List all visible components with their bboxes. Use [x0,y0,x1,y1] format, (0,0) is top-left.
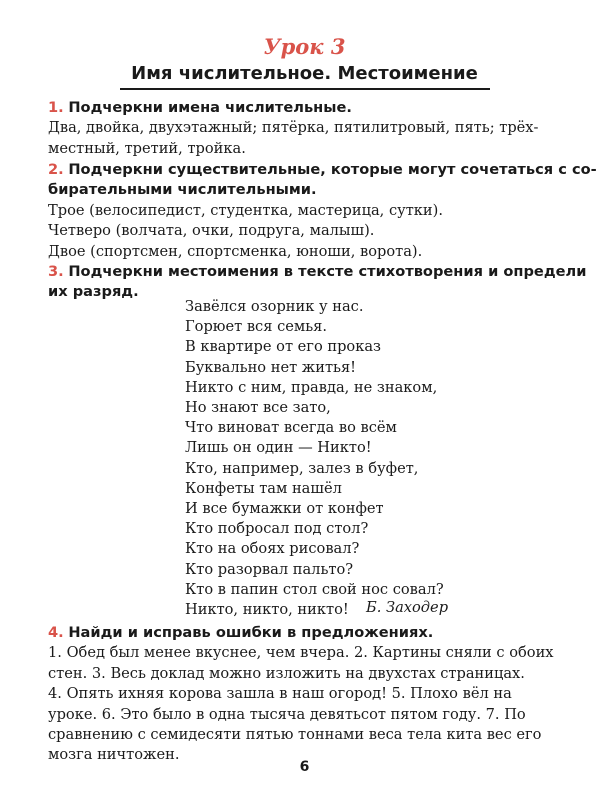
poem-line: Лишь он один — Никто! [185,439,372,457]
task-number: 4. [48,624,64,641]
poem-line: И все бумажки от конфет [185,500,384,518]
task-1 [48,98,568,159]
poem-line: Никто с ним, правда, не знаком, [185,378,438,396]
poem-line: Кто побросал под стол? [185,520,369,538]
task-instruction: Подчеркни местоимения в тексте стихотворения и определи [68,263,587,280]
task-text-line: 1. Обед был менее вкуснее, чем вчера. 2. Картины сняли с обоих [48,644,554,662]
task-number: 1. [48,99,64,116]
task-instruction: Подчеркни имена числительные. [68,99,352,116]
task-text-line: уроке. 6. Это было в одна тысяча девятьсот пятом году. 7. По [48,705,526,723]
poem-line: Кто на обоях рисовал? [185,540,360,558]
task-instruction: бирательными числительными. [48,181,317,199]
task-text-line: Два, двойка, двухэтажный; пятёрка, пятилитровый, пять; трёх- [48,119,539,137]
poem-line: Кто, например, залез в буфет, [185,459,419,477]
poem-line: Конфеты там нашёл [185,479,342,497]
task-2 [48,160,597,262]
task-instruction: Подчеркни существительные, которые могут сочетаться с со- [68,161,597,178]
poem-line: Завёлся озорник у нас. [185,298,364,315]
poem-line: Буквально нет житья! [185,358,357,376]
task-4 [48,623,568,766]
poem-line: Кто разорвал пальто? [185,560,354,578]
task-text-line: 4. Опять ихняя корова зашла в наш огород! 5. Плохо вёл на [48,685,512,703]
task-text-line: Двое (спортсмен, спортсменка, юноши, ворота). [48,242,423,260]
lesson-title: Урок 3 [263,34,346,59]
topic-title: Имя числительное. Местоимение [131,63,478,84]
poem-line: В квартире от его проказ [185,338,382,356]
page-number: 6 [299,759,310,775]
task-instruction: их разряд. [48,283,139,301]
poem-line: Никто, никто, никто! [185,601,349,619]
task-number: 2. [48,161,64,178]
task-text-line: мозга ничтожен. [48,746,180,764]
task-number: 3. [48,263,64,280]
poem-line: Но знают все зато, [185,399,331,417]
poem-line: Горюет вся семья. [185,318,328,336]
task-text-line: местный, третий, тройка. [48,139,246,157]
task-text-line: Трое (велосипедист, студентка, мастерица, сутки). [48,201,443,219]
poem-author: Б. Заходер [366,599,449,616]
task-text-line: стен. 3. Весь доклад можно изложить на двухстах страницах. [48,664,525,682]
poem-line: Что виноват всегда во всём [185,419,397,437]
task-instruction: Найди и исправь ошибки в предложениях. [68,624,434,641]
poem-line: Кто в папин стол свой нос совал? [185,580,444,598]
title-underline [120,88,490,90]
poem [185,297,444,620]
task-text-line: Четверо (волчата, очки, подруга, малыш). [48,222,375,240]
task-text-line: сравнению с семидесяти пятью тоннами веса тела кита вес его [48,726,542,744]
